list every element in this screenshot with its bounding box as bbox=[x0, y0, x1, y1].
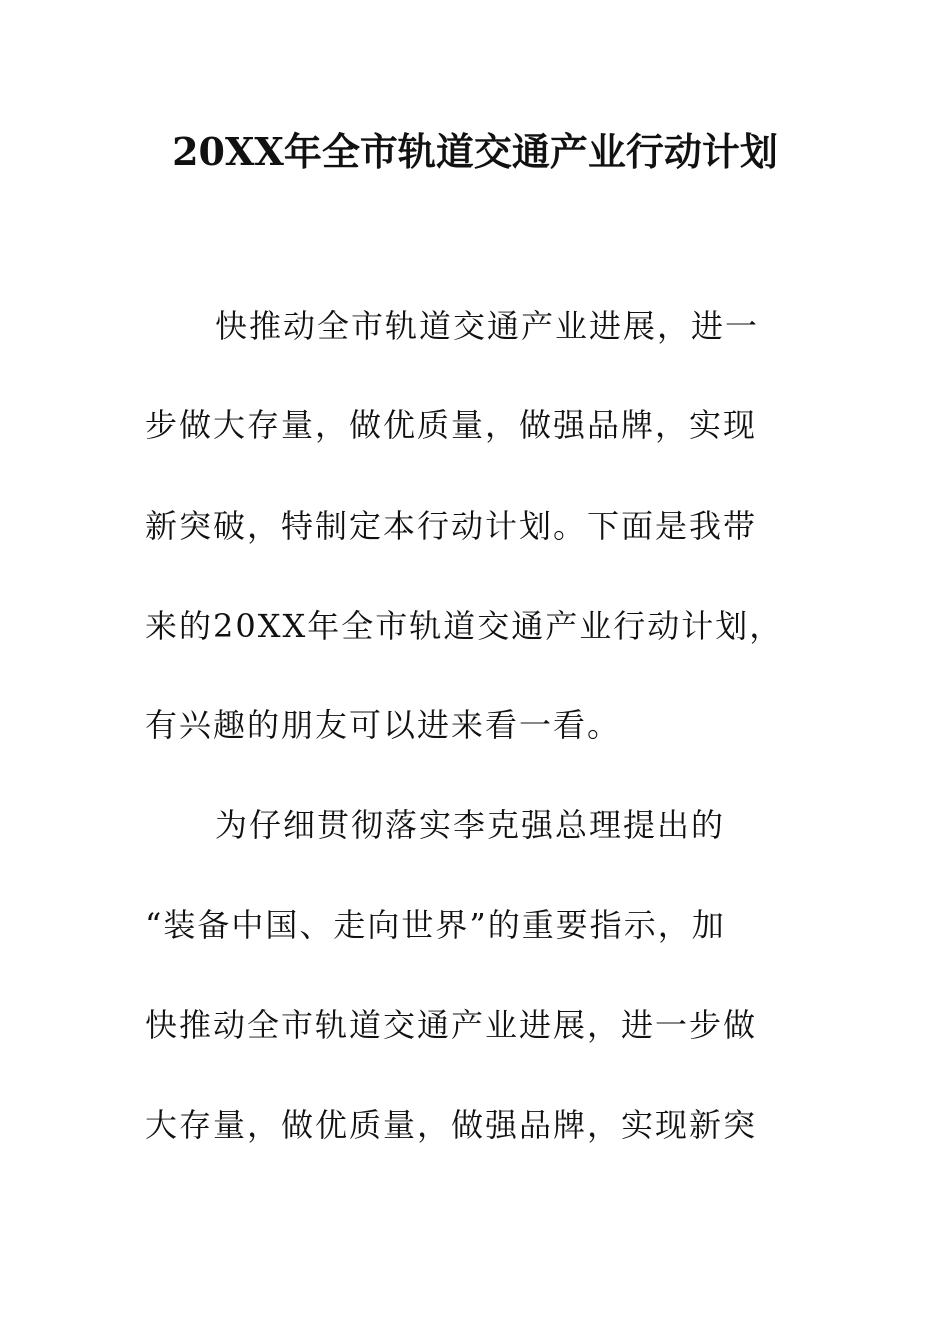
paragraph-2-line-2: “装备中国、走向世界”的重要指示，加 bbox=[145, 906, 726, 944]
paragraph-1-line-4: 来的20XX年全市轨道交通产业行动计划， bbox=[145, 607, 784, 645]
paragraph-2-line-4: 大存量，做优质量，做强品牌，实现新突 bbox=[145, 1106, 758, 1144]
paragraph-1-line-1: 快推动全市轨道交通产业进展，进一 bbox=[215, 307, 760, 345]
paragraph-1-line-2: 步做大存量，做优质量，做强品牌，实现 bbox=[145, 406, 758, 444]
document-title: 20XX年全市轨道交通产业行动计划 bbox=[172, 129, 778, 174]
paragraph-1-line-3: 新突破，特制定本行动计划。下面是我带 bbox=[145, 507, 758, 545]
paragraph-1-line-5: 有兴趣的朋友可以进来看一看。 bbox=[145, 706, 622, 744]
paragraph-2-line-1: 为仔细贯彻落实李克强总理提出的 bbox=[215, 806, 726, 844]
paragraph-2-line-3: 快推动全市轨道交通产业进展，进一步做 bbox=[145, 1006, 758, 1044]
